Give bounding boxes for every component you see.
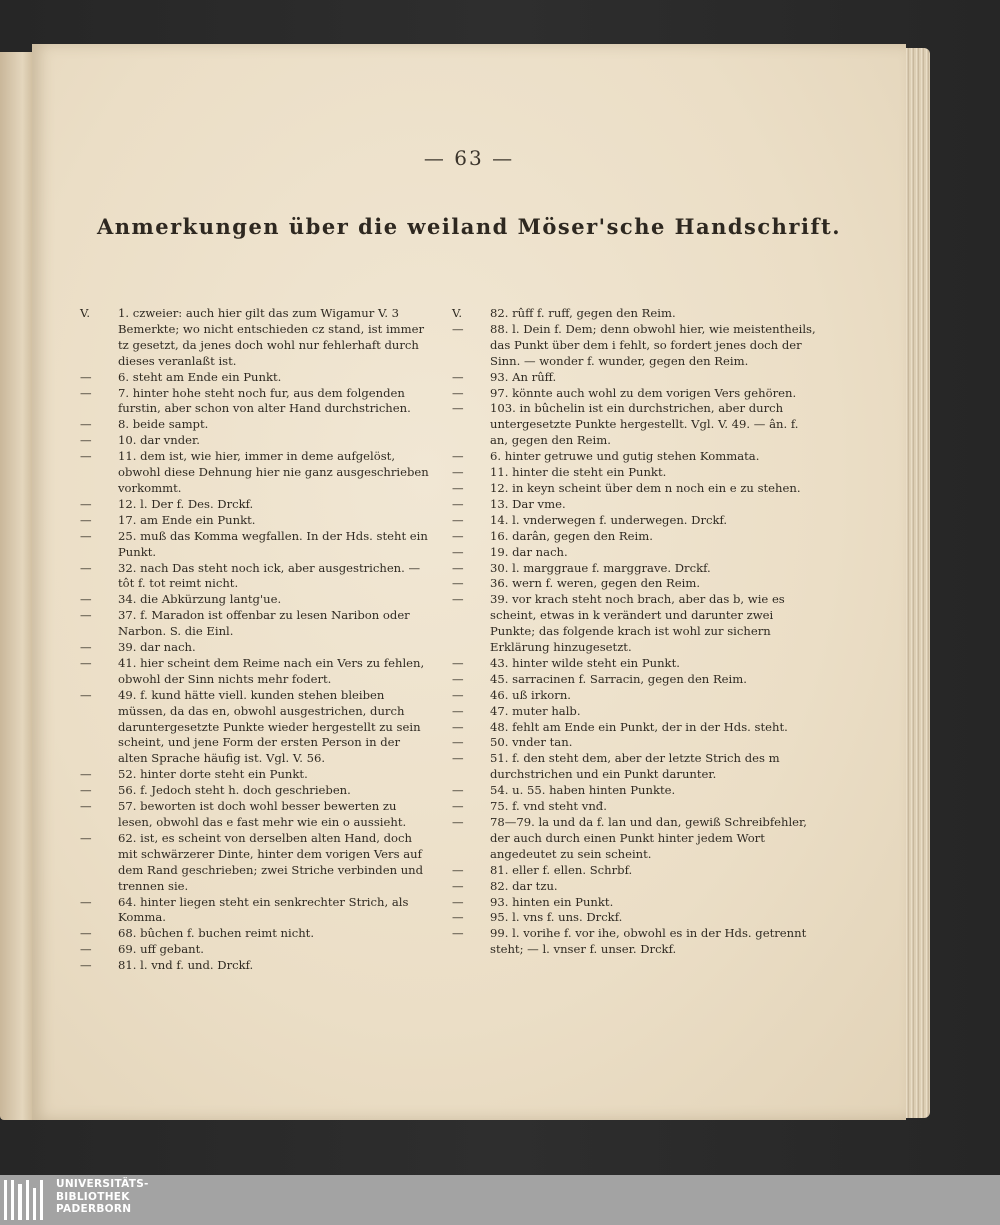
note-marker: — <box>80 687 92 702</box>
library-name-line1: UNIVERSITÄTS- <box>56 1178 149 1190</box>
note-marker: — <box>452 894 464 909</box>
note-marker: — <box>80 767 92 782</box>
note-marker: — <box>80 640 92 655</box>
note-entry <box>80 767 432 783</box>
note-text: 93. hinten ein Punkt. <box>490 894 614 909</box>
note-marker: — <box>452 321 464 336</box>
note-entry <box>80 608 432 640</box>
note-marker: — <box>452 926 464 941</box>
note-entry <box>452 799 816 815</box>
note-marker: — <box>80 369 92 384</box>
note-text: 81. eller f. ellen. Schrbf. <box>490 862 633 877</box>
note-entry <box>452 720 816 736</box>
note-entry <box>80 306 432 370</box>
note-text: 69. uff gebant. <box>118 942 204 957</box>
note-marker: — <box>452 799 464 814</box>
note-marker: — <box>452 719 464 734</box>
note-marker: — <box>452 655 464 670</box>
note-text: 6. steht am Ende ein Punkt. <box>118 369 282 384</box>
note-marker: — <box>452 687 464 702</box>
note-marker: — <box>452 401 464 416</box>
note-entry <box>452 926 816 958</box>
note-text: 103. in bûchelin ist ein durchstrichen, aber durch untergesetzte Punkte hergestellt. Vgl. V. 49. — ân. f. an, gegen den Reim. <box>490 401 799 448</box>
note-marker: — <box>452 751 464 766</box>
note-text: 82. dar tzu. <box>490 878 558 893</box>
note-entry <box>452 561 816 577</box>
note-entry <box>80 926 432 942</box>
note-marker: — <box>452 815 464 829</box>
note-text: 12. l. Der f. Des. Drckf. <box>118 496 254 511</box>
note-text: 99. l. vorihe f. vor ihe, obwohl es in der Hds. getrennt steht; — l. vnser f. unser. Drckf. <box>490 926 807 957</box>
note-text: 13. Dar vme. <box>490 496 566 511</box>
note-marker: — <box>452 449 464 464</box>
note-text: 14. l. vnderwegen f. underwegen. Drckf. <box>490 512 728 527</box>
note-marker: — <box>80 799 92 814</box>
note-text: 6. hinter getruwe und gutig stehen Kommata. <box>490 449 760 464</box>
note-text: 39. vor krach steht noch brach, aber das b, wie es scheint, etwas in k verändert und darunter zwei Punkte; das folgende krach ist wohl zur sichern Erklärung hinzugesetzt. <box>490 592 785 655</box>
note-text: 50. vnder tan. <box>490 735 573 750</box>
library-footer-bar <box>0 1175 1000 1225</box>
note-text: 39. dar nach. <box>118 640 196 655</box>
note-marker: — <box>452 528 464 543</box>
note-entry <box>452 783 816 799</box>
note-text: 97. könnte auch wohl zu dem vorigen Vers gehören. <box>490 385 797 400</box>
note-marker: — <box>452 703 464 718</box>
note-entry <box>80 895 432 927</box>
note-entry <box>80 529 432 561</box>
note-text: 93. An rûff. <box>490 369 557 384</box>
note-marker: — <box>80 417 92 432</box>
notes-column-right <box>452 306 816 958</box>
note-marker: — <box>452 480 464 495</box>
note-marker: — <box>80 385 92 400</box>
note-marker: — <box>80 528 92 543</box>
note-entry <box>452 481 816 497</box>
note-text: 10. dar vnder. <box>118 433 200 448</box>
note-marker: — <box>80 894 92 909</box>
note-marker: — <box>452 878 464 893</box>
note-marker: — <box>80 942 92 957</box>
note-marker: — <box>80 926 92 941</box>
note-text: 19. dar nach. <box>490 544 568 559</box>
note-marker: — <box>452 671 464 686</box>
note-text: 47. muter halb. <box>490 703 581 718</box>
note-entry <box>452 910 816 926</box>
note-text: 30. l. marggraue f. marggrave. Drckf. <box>490 560 711 575</box>
note-text: 88. l. Dein f. Dem; denn obwohl hier, wie meistentheils, das Punkt über dem i fehlt, so fordert jenes doch der Sinn. — wonder f. wunder, gegen den Reim. <box>490 321 816 368</box>
note-marker: — <box>452 512 464 527</box>
note-entry <box>80 942 432 958</box>
note-entry <box>80 640 432 656</box>
note-entry <box>452 465 816 481</box>
note-entry <box>80 497 432 513</box>
note-text: 11. dem ist, wie hier, immer in deme aufgelöst, obwohl diese Dehnung hier nie ganz ausgeschrieben vorkommt. <box>118 449 429 495</box>
note-entry <box>452 497 816 513</box>
note-entry <box>452 449 816 465</box>
library-name-line3: PADERBORN <box>56 1203 132 1215</box>
note-entry <box>80 688 432 768</box>
note-marker: — <box>452 862 464 877</box>
note-marker: — <box>452 735 464 750</box>
note-entry <box>80 561 432 593</box>
note-entry <box>452 735 816 751</box>
note-entry <box>452 306 816 322</box>
note-entry <box>452 592 816 656</box>
note-marker: — <box>452 910 464 925</box>
note-text: 37. f. Maradon ist offenbar zu lesen Naribon oder Narbon. S. die Einl. <box>118 608 410 639</box>
note-entry <box>80 799 432 831</box>
note-marker: — <box>80 560 92 575</box>
note-marker: V. <box>80 306 91 320</box>
note-entry <box>80 592 432 608</box>
note-text: 16. darân, gegen den Reim. <box>490 528 653 543</box>
note-entry <box>452 576 816 592</box>
note-entry <box>80 433 432 449</box>
note-text: 49. f. kund hätte viell. kunden stehen bleiben müssen, da das en, obwohl ausgestrichen, durch daruntergesetzte Punkte wieder hergestellt zu sein scheint, und jene Form der ersten Person in der alten Sprache häufig ist. Vgl. V. 56. <box>118 687 421 766</box>
book-page <box>32 44 906 1120</box>
note-marker: — <box>452 592 464 607</box>
page-number: — 63 — <box>423 146 515 170</box>
note-marker: — <box>80 958 92 973</box>
note-text: 43. hinter wilde steht ein Punkt. <box>490 655 680 670</box>
note-text: 56. f. Jedoch steht h. doch geschrieben. <box>118 783 351 798</box>
note-text: 78—79. la und da f. lan und dan, gewiß Schreibfehler, der auch durch einen Punkt hinter jedem Wort angedeutet zu sein scheint. <box>490 815 807 861</box>
note-entry <box>80 370 432 386</box>
note-entry <box>80 449 432 497</box>
note-entry <box>452 815 816 863</box>
library-name-line2: BIBLIOTHEK <box>56 1190 130 1203</box>
note-text: 62. ist, es scheint von derselben alten Hand, doch mit schwärzerer Dinte, hinter dem vorigen Vers auf dem Rand geschrieben; zwei Striche verbinden und trennen sie. <box>118 830 424 893</box>
note-entry <box>452 751 816 783</box>
note-text: 7. hinter hohe steht noch fur, aus dem folgenden furstin, aber schon von alter Hand durchstrichen. <box>118 385 411 416</box>
note-text: 8. beide sampt. <box>118 417 209 432</box>
note-marker: — <box>80 449 92 464</box>
note-entry <box>452 513 816 529</box>
note-entry <box>452 863 816 879</box>
note-entry <box>452 656 816 672</box>
note-text: 51. f. den steht dem, aber der letzte Strich des m durchstrichen und ein Punkt darunter. <box>490 751 780 782</box>
note-marker: — <box>80 783 92 798</box>
note-text: 32. nach Das steht noch ick, aber ausgestrichen. — tôt f. tot reimt nicht. <box>118 560 421 591</box>
note-text: 68. bûchen f. buchen reimt nicht. <box>118 926 315 941</box>
note-text: 81. l. vnd f. und. Drckf. <box>118 958 254 973</box>
page-title: Anmerkungen über die weiland Möser'sche Handschrift. <box>96 214 842 239</box>
note-entry <box>80 386 432 418</box>
note-marker: — <box>80 830 92 845</box>
note-text: 64. hinter liegen steht ein senkrechter Strich, als Komma. <box>118 894 409 925</box>
library-logo-icon <box>2 1178 46 1222</box>
note-marker: — <box>452 544 464 559</box>
note-text: 54. u. 55. haben hinten Punkte. <box>490 783 676 798</box>
note-marker: — <box>452 465 464 480</box>
note-text: 46. uß irkorn. <box>490 687 571 702</box>
note-marker: — <box>80 433 92 448</box>
facing-page-edge <box>0 52 32 1120</box>
library-name <box>56 1178 149 1216</box>
note-text: 52. hinter dorte steht ein Punkt. <box>118 767 308 782</box>
note-entry <box>452 529 816 545</box>
note-text: 12. in keyn scheint über dem n noch ein e zu stehen. <box>490 480 801 495</box>
note-entry <box>452 386 816 402</box>
note-marker: — <box>452 576 464 591</box>
note-marker: — <box>80 608 92 623</box>
note-entry <box>452 401 816 449</box>
notes-column-left <box>80 306 432 974</box>
note-text: 57. beworten ist doch wohl besser bewerten zu lesen, obwohl das e fast mehr wie ein o aussieht. <box>118 799 407 829</box>
note-text: 36. wern f. weren, gegen den Reim. <box>490 576 701 591</box>
note-marker: — <box>452 385 464 400</box>
note-marker: — <box>80 496 92 511</box>
note-text: 41. hier scheint dem Reime nach ein Vers zu fehlen, obwohl der Sinn nichts mehr fodert. <box>118 655 425 686</box>
note-entry <box>80 417 432 433</box>
note-entry <box>452 545 816 561</box>
note-marker: — <box>80 592 92 607</box>
note-entry <box>452 672 816 688</box>
note-entry <box>80 831 432 895</box>
note-text: 17. am Ende ein Punkt. <box>118 512 256 527</box>
note-text: 1. czweier: auch hier gilt das zum Wigamur V. 3 Bemerkte; wo nicht entschieden cz stand, ist immer tz gesetzt, da jenes doch wohl nur fehlerhaft durch dieses veranlaßt ist. <box>118 306 425 368</box>
note-entry <box>80 513 432 529</box>
note-marker: — <box>452 783 464 798</box>
note-entry <box>80 958 432 974</box>
note-entry <box>452 704 816 720</box>
note-text: 25. muß das Komma wegfallen. In der Hds. steht ein Punkt. <box>118 528 428 559</box>
note-text: 75. f. vnd steht vnđ. <box>490 799 607 814</box>
note-entry <box>80 656 432 688</box>
note-entry <box>80 783 432 799</box>
note-entry <box>452 895 816 911</box>
note-marker: — <box>452 369 464 384</box>
note-text: 48. fehlt am Ende ein Punkt, der in der Hds. steht. <box>490 719 788 734</box>
note-marker: — <box>80 512 92 527</box>
note-text: 95. l. vns f. uns. Drckf. <box>490 910 623 925</box>
note-marker: — <box>452 496 464 511</box>
note-entry <box>452 370 816 386</box>
note-text: 11. hinter die steht ein Punkt. <box>490 465 667 480</box>
note-entry <box>452 322 816 370</box>
note-entry <box>452 688 816 704</box>
note-marker: — <box>452 560 464 575</box>
note-marker: V. <box>452 306 463 320</box>
note-text: 45. sarracinen f. Sarracin, gegen den Reim. <box>490 671 747 686</box>
note-entry <box>452 879 816 895</box>
note-text: 82. rûff f. ruff, gegen den Reim. <box>490 306 676 320</box>
note-text: 34. die Abkürzung lantg'ue. <box>118 592 282 607</box>
note-marker: — <box>80 655 92 670</box>
